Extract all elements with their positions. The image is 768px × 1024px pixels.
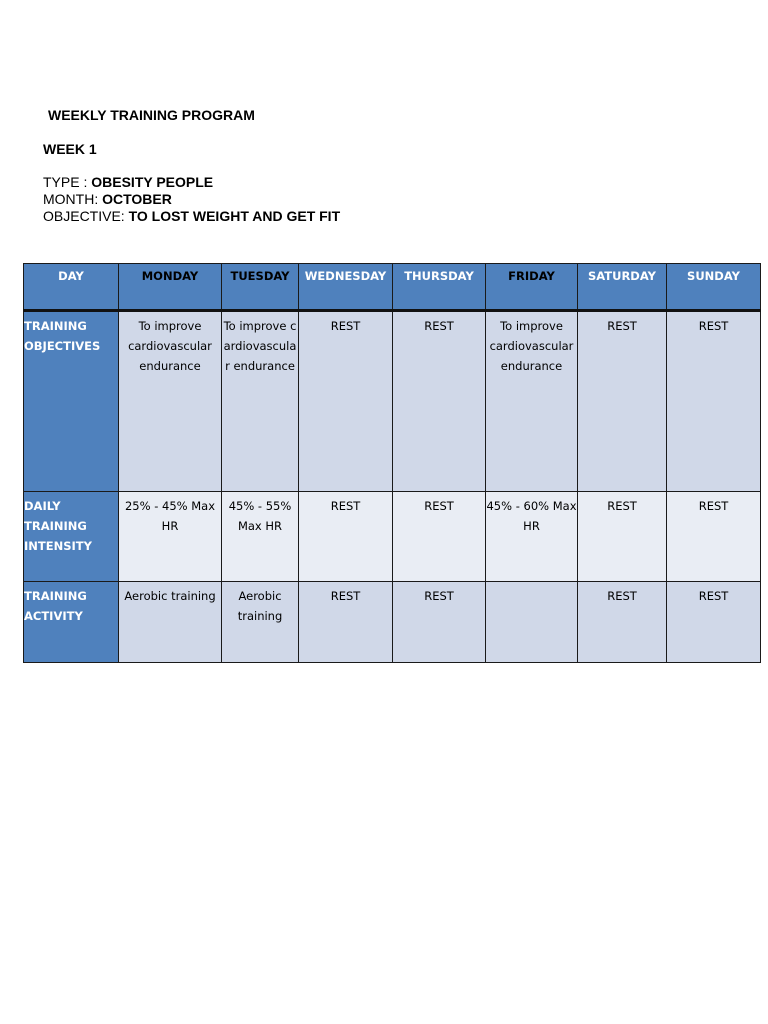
- table-cell: REST: [393, 311, 486, 492]
- table-cell: 25% - 45% Max HR: [119, 492, 222, 582]
- table-cell: REST: [667, 311, 761, 492]
- table-row: [24, 311, 761, 492]
- header-monday: MONDAY: [119, 264, 222, 311]
- header-sunday: SUNDAY: [667, 264, 761, 311]
- objective-value: TO LOST WEIGHT AND GET FIT: [128, 208, 341, 224]
- month-line: [43, 191, 172, 207]
- objective-line: [43, 208, 340, 224]
- row-label-training-objectives: TRAINING OBJECTIVES: [24, 311, 119, 492]
- table-cell: REST: [667, 582, 761, 663]
- month-label: MONTH:: [43, 191, 99, 207]
- table-cell: [486, 582, 578, 663]
- table-cell: 45% - 60% Max HR: [486, 492, 578, 582]
- type-value: OBESITY PEOPLE: [91, 174, 214, 190]
- week-label: WEEK 1: [43, 141, 97, 157]
- table-cell: REST: [578, 492, 667, 582]
- table-header-row: [24, 264, 761, 311]
- objective-label: OBJECTIVE:: [43, 208, 125, 224]
- header-tuesday: TUESDAY: [222, 264, 299, 311]
- row-label-training-activity: TRAINING ACTIVITY: [24, 582, 119, 663]
- table-cell: REST: [578, 311, 667, 492]
- table-cell: To improve cardiovascular endurance: [486, 311, 578, 492]
- table-cell: REST: [578, 582, 667, 663]
- table-cell: REST: [299, 311, 393, 492]
- type-label: TYPE :: [43, 174, 88, 190]
- document-title: WEEKLY TRAINING PROGRAM: [48, 107, 255, 123]
- header-wednesday: WEDNESDAY: [299, 264, 393, 311]
- training-table: [23, 263, 761, 663]
- table-cell: REST: [667, 492, 761, 582]
- header-thursday: THURSDAY: [393, 264, 486, 311]
- table-row: [24, 582, 761, 663]
- table-cell: Aerobic training: [119, 582, 222, 663]
- header-saturday: SATURDAY: [578, 264, 667, 311]
- table-cell: To improve cardiovascular endurance: [119, 311, 222, 492]
- table-cell: REST: [393, 492, 486, 582]
- header-day: DAY: [24, 264, 119, 311]
- type-line: [43, 174, 213, 190]
- table-cell: REST: [299, 492, 393, 582]
- table-cell: Aerobic training: [222, 582, 299, 663]
- row-label-daily-training-intensity: DAILY TRAINING INTENSITY: [24, 492, 119, 582]
- month-value: OCTOBER: [102, 191, 172, 207]
- header-friday: FRIDAY: [486, 264, 578, 311]
- table-cell: 45% - 55% Max HR: [222, 492, 299, 582]
- table-row: [24, 492, 761, 582]
- table-cell: REST: [393, 582, 486, 663]
- table-cell: REST: [299, 582, 393, 663]
- table-cell: To improve cardiovascular endurance: [222, 311, 299, 492]
